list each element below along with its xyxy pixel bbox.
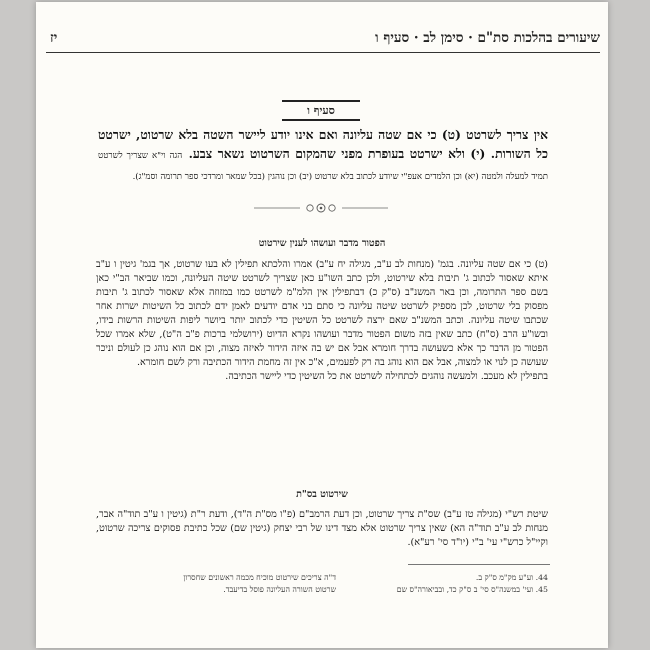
main-text-small: הגה וי"א שצריך לשרטט תמיד למעלה ולמטה (יא) וכן הלמדים אעפ"י שיודע לכתוב בלא שרטוט (יב) וכן נוהגין (בכל שמאר ומרדכי ספר תרומה וסמ"ג). (98, 151, 548, 182)
footnotes-left-column (96, 572, 336, 596)
main-text-large: אין צריך לשרטט (ט) כי אם שטה עליונה ואם אינו יודע ליישר השטה בלא שרטוט, ישרטט כל השורות. (י) ולא ישרטט בעופרת מפני שהמקום השרטוט נשאר צבע. (98, 127, 548, 161)
section-heading-2: שירטוט בס"ת (296, 489, 348, 500)
footnote-rule (408, 564, 550, 565)
ornament-divider-icon (250, 202, 392, 214)
commentary-paragraph: (ט) כי אם שטה עליונה. בגמ' (מנחות לב ע"ב, מגילה יח ע"ב) אמרו והלכתא תפילין לא בעו שרטוט, אך בגמ' גיטין ו ע"ב איתא שאסור לכתוב ג' תיבות בלא שירטוט, ולכן כתב השו"ע כאן שצריך לשרטט שיטה העליונה, וכמו שביאר הב"י כאן בשם ספר התרומה, וכן באר המשנ"ב (ס"ק כ) דבתפילין אין הלמ"מ לשרטט כמו במזוזה אלא שאסור לכתוב ג' תיבות מפסוק בלי שרטוט, לכן מספיק לשרטט שיטה עליונה כי סתם בני אדם יודעים לאמן ידם לכתוב כל השיטות ישרות אחר שכתבו שיטה עליונה. וכתב המשנ"ב שאם ירצה לשרטט כל השיטין כדי לכתוב יותר ביושר ליפות השיטות הרשות בידו, ובשו"ע הרב (ס"ח) כתב שאין בזה משום הפטור מדבר ועושהו נקרא הדיוט (ירושלמי ברכות פ"ב ה"ט), שלא אמרו שכל הפטור מן הדבר כך אלא כשעושה בדרך חומרא אבל אם יש בה איזה הידור לאיזה מצוה, וכן אם הוא נוהג כן לעולם וניכר שעושה כן לנוי או למצוה, אבל אם הוא נוהג בה רק לפעמים, א"כ אין זה מחמת הידור הכתיבה ורק לשם חומרא. (96, 259, 548, 368)
footnote-45: 45. ועי' במשנה"ס סי' ב ס"ק כד, ובביאורה"ס שם (396, 585, 548, 594)
commentary-paragraph-end: בתפילין לא מעכב. ולמעשה נוהגים לכתחילה לשרטט את כל השיטין כדי ליישר הכתיבה. (225, 371, 548, 382)
running-header (46, 30, 600, 52)
seif-heading: סעיף ו (282, 100, 360, 121)
footnotes-right-column (358, 572, 548, 596)
commentary-paragraph: שיטת רש"י (מגילה טז ע"ב) שס"ת צריך שרטוט, וכן דעת הרמב"ם (פ"ו מס"ת ה"ד), ודעת ר"ת (גיטין ו ע"ב תוד"ה אבר, מנחות לב ע"ב תוד"ה הא) שאין צריך שרטוט אלא מצד דינו של רבי יצחק (גיטין שם) שכל כתיבת פסוקים צריכה שרטוט, וקיי"ל כרש"י עי' ב"י (יו"ד סי' רע"א). (96, 509, 548, 548)
commentary-block-1 (96, 258, 548, 384)
book-page (36, 2, 608, 648)
running-header-title: שיעורים בהלכות סת"ם · סימן לב · סעיף ו (375, 30, 600, 46)
footnote-44: 44. וע"ע מק"מ ס"ק ב. (475, 573, 548, 582)
section-heading-1: הפטור מדבר ועושהו לענין שירטוט (258, 238, 386, 249)
header-rule (46, 52, 600, 53)
footnote-45-continued: ד"ה צריכים שירטוט מוכיח מכמה ראשונים שחסרון (183, 573, 336, 582)
footnote-45-continued-2: שרטוט השורה העליונה פוסל בדיעבד. (223, 585, 336, 594)
page-number: יז (50, 30, 58, 46)
commentary-block-2 (96, 508, 548, 550)
shulchan-aruch-text (98, 124, 548, 185)
